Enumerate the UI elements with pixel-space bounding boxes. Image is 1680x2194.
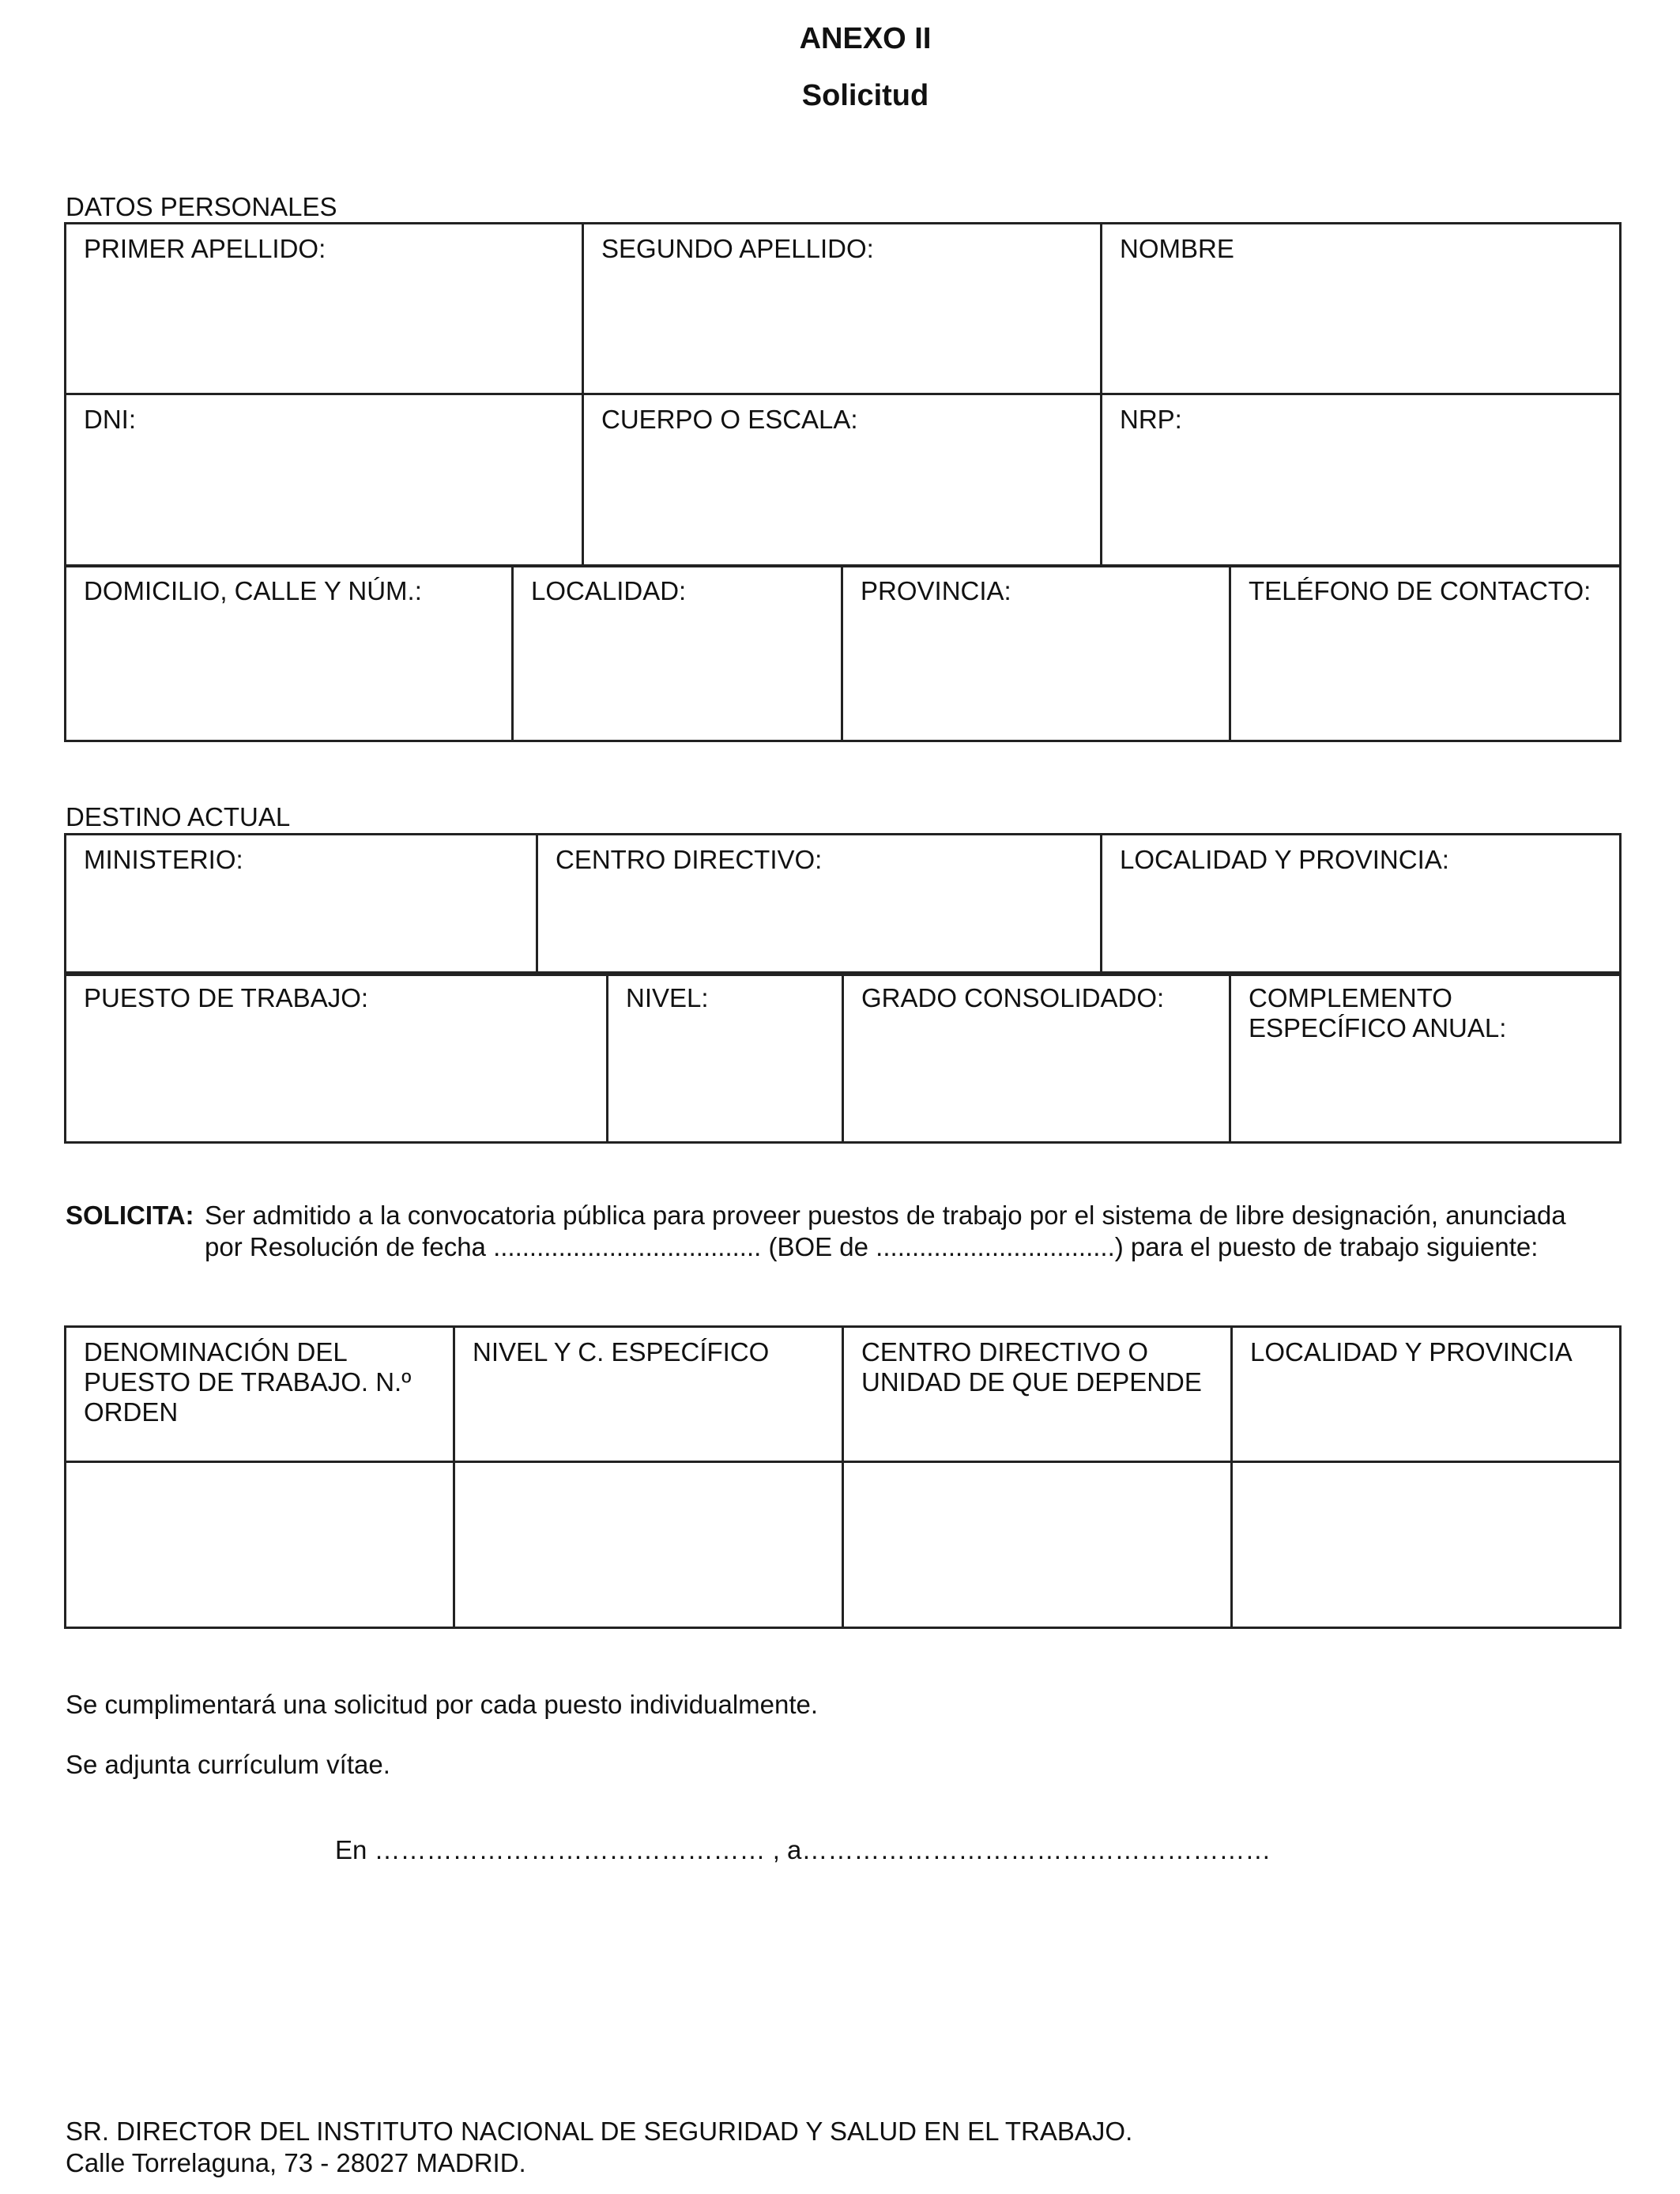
field-localidad-provincia[interactable]: LOCALIDAD Y PROVINCIA: bbox=[1102, 835, 1621, 975]
section-label-destino-actual: DESTINO ACTUAL bbox=[66, 802, 291, 831]
field-puesto-trabajo[interactable]: PUESTO DE TRABAJO: bbox=[66, 973, 608, 1143]
field-nombre[interactable]: NOMBRE bbox=[1102, 224, 1621, 394]
field-nrp[interactable]: NRP: bbox=[1102, 394, 1621, 567]
field-segundo-apellido[interactable]: SEGUNDO APELLIDO: bbox=[583, 224, 1102, 394]
field-primer-apellido[interactable]: PRIMER APELLIDO: bbox=[66, 224, 583, 394]
puesto-solicitado-table bbox=[64, 1325, 1622, 1629]
datos-personales-table-b bbox=[64, 564, 1622, 742]
datos-personales-table-a bbox=[64, 222, 1622, 567]
field-centro-directivo[interactable]: CENTRO DIRECTIVO: bbox=[537, 835, 1102, 975]
cell-denominacion[interactable] bbox=[66, 1462, 454, 1628]
note-solicitud-por-puesto: Se cumplimentará una solicitud por cada puesto individualmente. bbox=[66, 1690, 819, 1719]
header-localidad-provincia: LOCALIDAD Y PROVINCIA bbox=[1232, 1327, 1621, 1462]
cell-localidad-provincia[interactable] bbox=[1232, 1462, 1621, 1628]
cell-nivel-especifico[interactable] bbox=[454, 1462, 843, 1628]
addressee-line1: SR. DIRECTOR DEL INSTITUTO NACIONAL DE SEGURIDAD Y SALUD EN EL TRABAJO. bbox=[66, 2117, 1133, 2146]
field-provincia[interactable]: PROVINCIA: bbox=[842, 566, 1230, 741]
field-cuerpo-escala[interactable]: CUERPO O ESCALA: bbox=[583, 394, 1102, 567]
destino-actual-table-b bbox=[64, 971, 1622, 1144]
destino-actual-table-a bbox=[64, 833, 1622, 976]
section-label-datos-personales: DATOS PERSONALES bbox=[66, 192, 337, 221]
field-telefono[interactable]: TELÉFONO DE CONTACTO: bbox=[1230, 566, 1621, 741]
field-dni[interactable]: DNI: bbox=[66, 394, 583, 567]
solicita-text-line1: Ser admitido a la convocatoria pública para proveer puestos de trabajo por el sistema de libre designación, anunciada bbox=[205, 1201, 1566, 1230]
note-curriculum: Se adjunta currículum vítae. bbox=[66, 1750, 390, 1779]
solicita-label: SOLICITA: bbox=[66, 1201, 194, 1230]
addressee-line2: Calle Torrelaguna, 73 - 28027 MADRID. bbox=[66, 2148, 526, 2177]
place-date-line[interactable]: En ……………………………………… , a……………………………………………… bbox=[335, 1835, 1271, 1864]
header-nivel-especifico: NIVEL Y C. ESPECÍFICO bbox=[454, 1327, 843, 1462]
field-nivel[interactable]: NIVEL: bbox=[608, 973, 843, 1143]
cell-centro-directivo[interactable] bbox=[843, 1462, 1232, 1628]
document-subtitle: Solicitud bbox=[801, 79, 929, 112]
document-title: ANEXO II bbox=[799, 22, 932, 55]
solicita-text-line2: por Resolución de fecha ..................................... (BOE de .................................) para el puesto de trabajo siguiente: bbox=[205, 1232, 1539, 1261]
field-ministerio[interactable]: MINISTERIO: bbox=[66, 835, 537, 975]
field-grado-consolidado[interactable]: GRADO CONSOLIDADO: bbox=[843, 973, 1230, 1143]
header-denominacion: DENOMINACIÓN DEL PUESTO DE TRABAJO. N.º ORDEN bbox=[66, 1327, 454, 1462]
header-centro-directivo: CENTRO DIRECTIVO O UNIDAD DE QUE DEPENDE bbox=[843, 1327, 1232, 1462]
field-complemento-especifico[interactable]: COMPLEMENTO ESPECÍFICO ANUAL: bbox=[1230, 973, 1621, 1143]
field-localidad[interactable]: LOCALIDAD: bbox=[513, 566, 842, 741]
field-domicilio[interactable]: DOMICILIO, CALLE Y NÚM.: bbox=[66, 566, 513, 741]
